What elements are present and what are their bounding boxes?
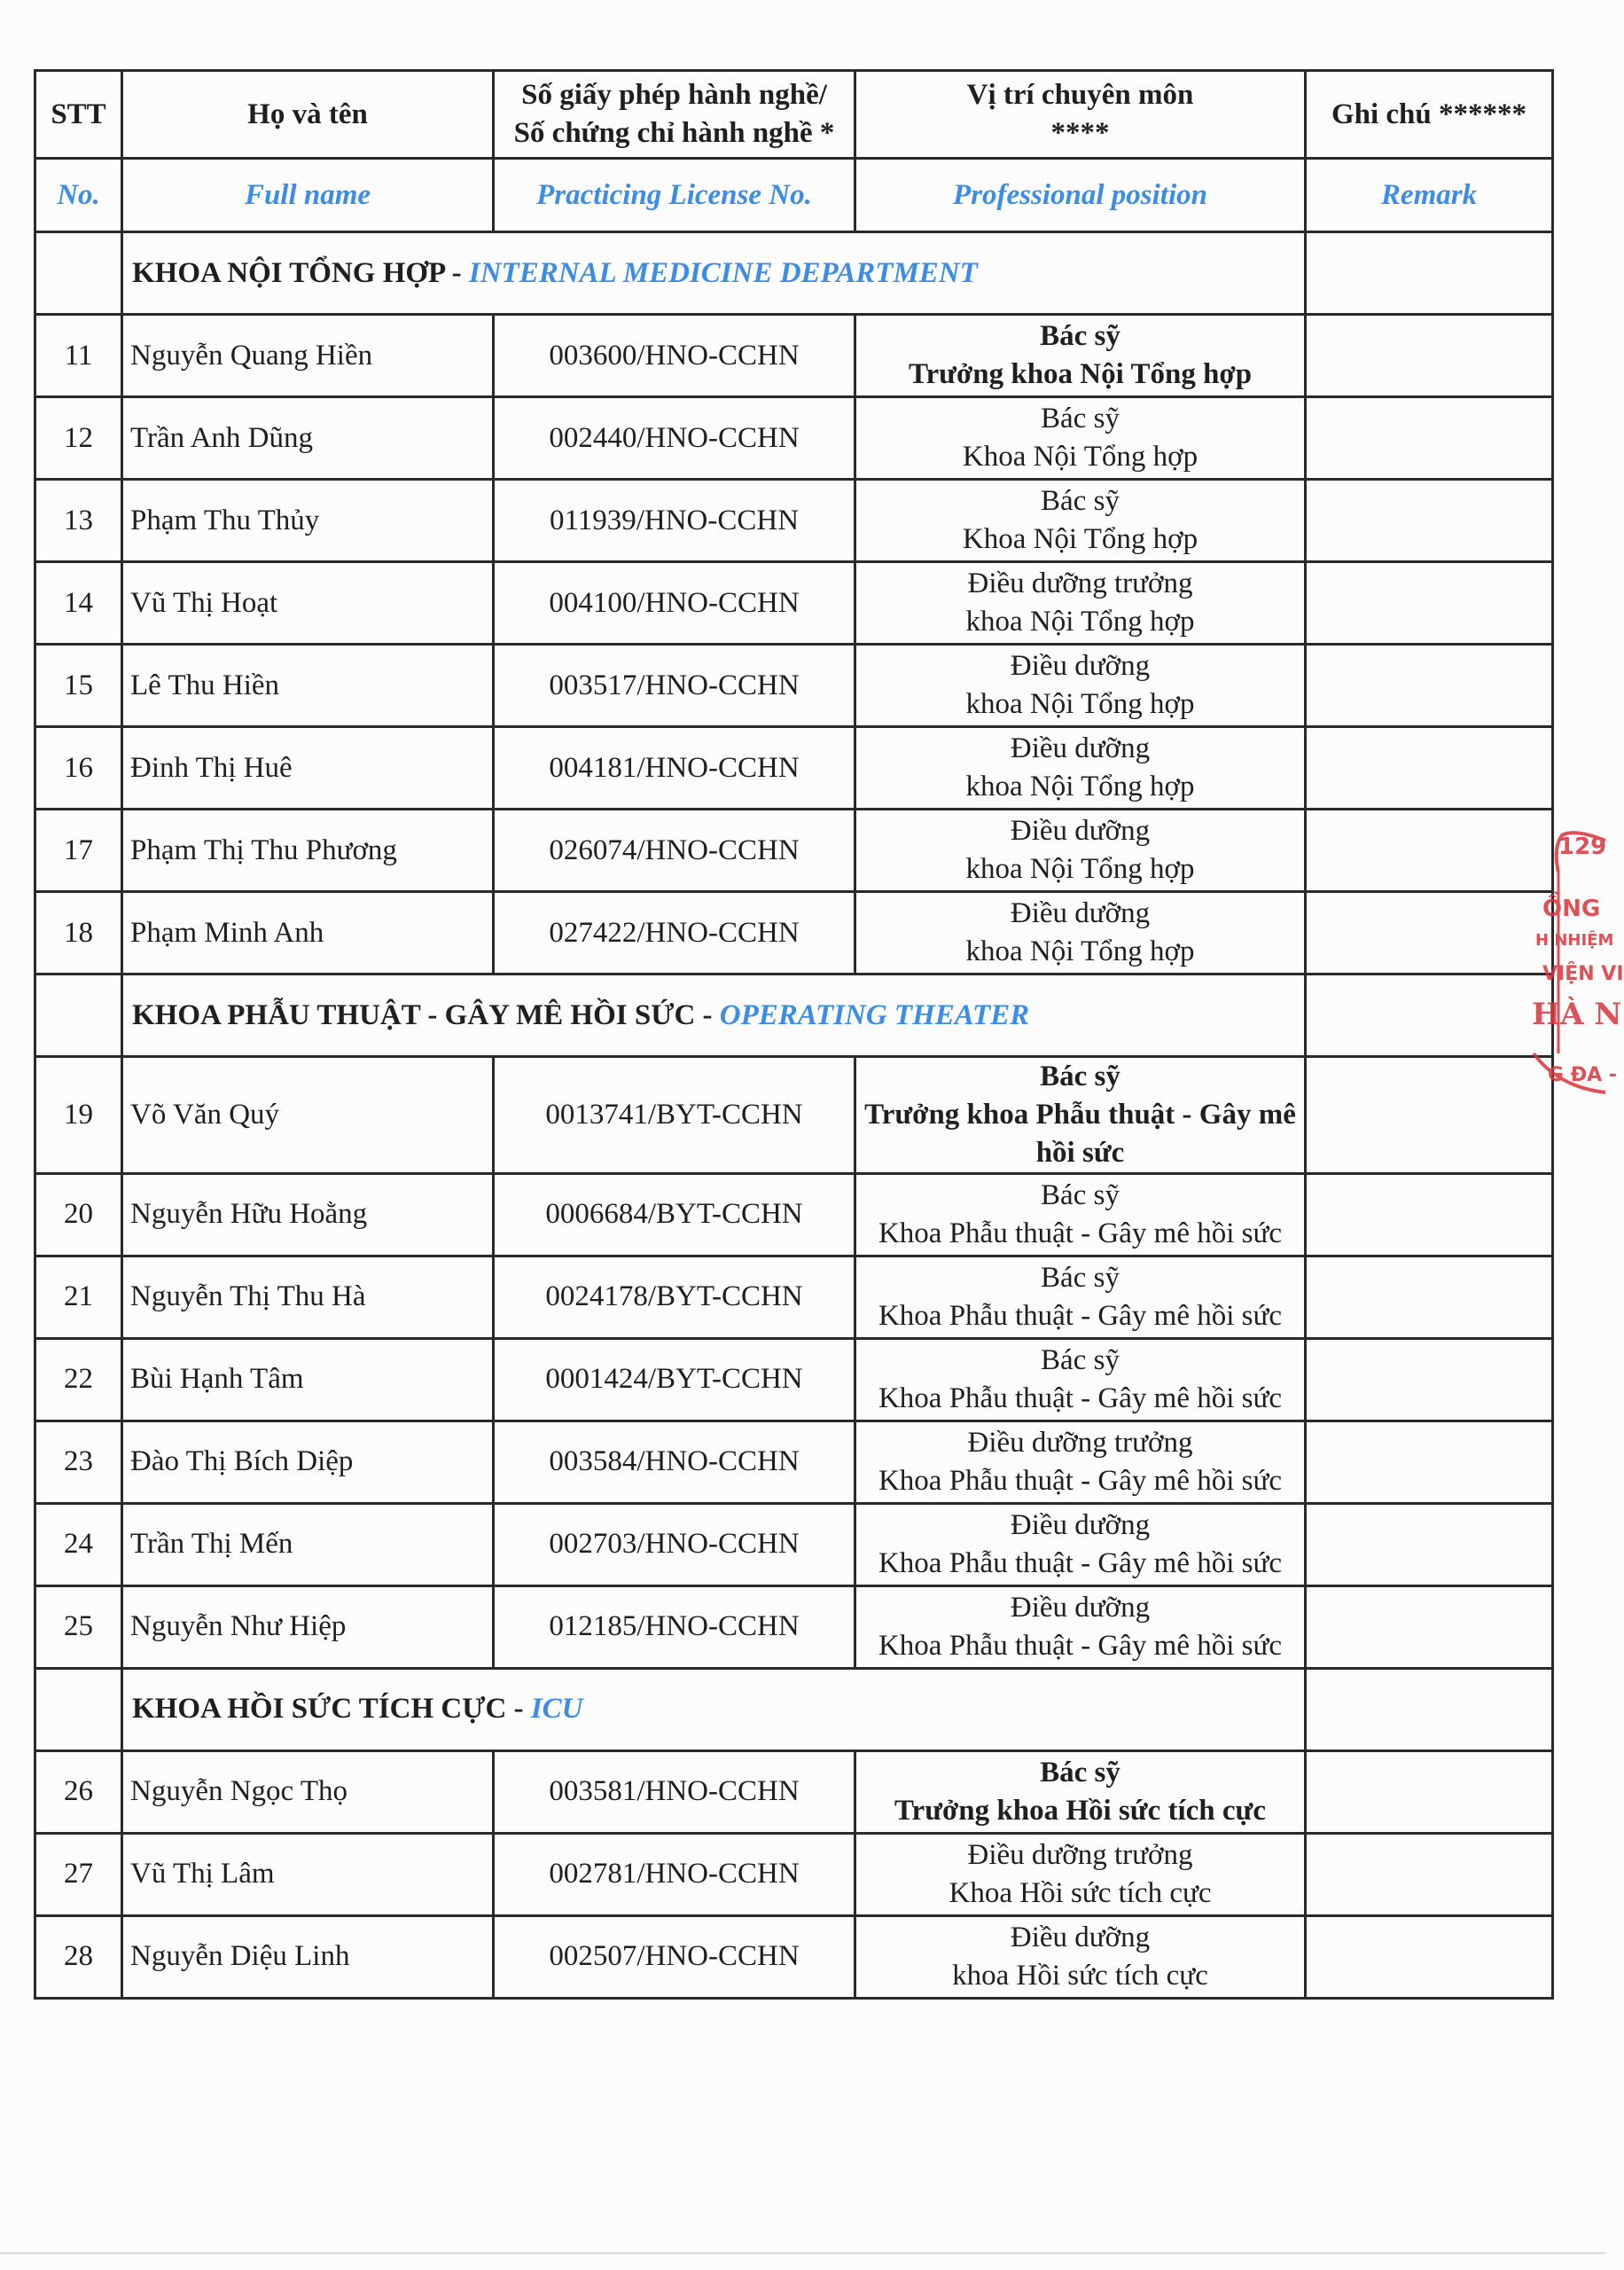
row-position-department: Trưởng khoa Nội Tổng hợp (908, 358, 1253, 390)
row-position (855, 1750, 1306, 1833)
section-remark-cell (1306, 1668, 1553, 1750)
row-number: 20 (35, 1173, 122, 1256)
row-number: 15 (35, 645, 122, 727)
row-number: 28 (35, 1915, 122, 1998)
seal-text-5: HÀ N (1532, 997, 1622, 1032)
table-row (35, 562, 1553, 645)
row-remark (1306, 315, 1553, 397)
header-row-vi (35, 71, 1553, 159)
row-license-no: 002507/HNO-CCHN (494, 1915, 855, 1998)
row-license-no: 002703/HNO-CCHN (494, 1503, 855, 1585)
row-full-name: Trần Anh Dũng (122, 397, 494, 480)
row-position (855, 315, 1306, 397)
row-full-name: Bùi Hạnh Tâm (122, 1338, 494, 1421)
row-full-name: Võ Văn Quý (122, 1057, 494, 1174)
row-position-department: Trưởng khoa Phẫu thuật - Gây mê hồi sức (864, 1098, 1296, 1169)
row-number: 22 (35, 1338, 122, 1421)
row-full-name: Đào Thị Bích Diệp (122, 1421, 494, 1503)
row-number: 17 (35, 810, 122, 892)
row-position-title: Bác sỹ (1041, 1178, 1120, 1211)
row-license-no: 0024178/BYT-CCHN (494, 1256, 855, 1338)
row-position (855, 1057, 1306, 1174)
header-no-en: No. (35, 159, 122, 232)
row-license-no: 003600/HNO-CCHN (494, 315, 855, 397)
row-number: 14 (35, 562, 122, 645)
header-position (855, 71, 1306, 159)
table-row (35, 1421, 1553, 1503)
table-row (35, 1750, 1553, 1833)
row-remark (1306, 1915, 1553, 1998)
section-title-en: OPERATING THEATER (719, 998, 1030, 1031)
row-position-department: Khoa Phẫu thuật - Gây mê hồi sức (878, 1629, 1283, 1662)
section-no-cell (35, 1668, 122, 1750)
row-position-title: Điều dưỡng (1010, 815, 1151, 848)
row-position-department: khoa Nội Tổng hợp (965, 853, 1195, 885)
row-position-department: Khoa Phẫu thuật - Gây mê hồi sức (878, 1464, 1283, 1497)
row-full-name: Đinh Thị Huê (122, 727, 494, 810)
row-remark (1306, 562, 1553, 645)
row-license-no: 002440/HNO-CCHN (494, 397, 855, 480)
row-position-department: Khoa Nội Tổng hợp (962, 523, 1198, 555)
table-row (35, 727, 1553, 810)
section-title-vi: KHOA NỘI TỔNG HỢP - (132, 256, 469, 289)
row-position (855, 645, 1306, 727)
section-title-vi: KHOA PHẪU THUẬT - GÂY MÊ HỒI SỨC - (132, 998, 720, 1031)
row-license-no: 0013741/BYT-CCHN (494, 1057, 855, 1174)
header-remark: Ghi chú ****** (1306, 71, 1553, 159)
section-row (35, 232, 1553, 315)
row-full-name: Nguyễn Hữu Hoằng (122, 1173, 494, 1256)
section-title-vi: KHOA HỒI SỨC TÍCH CỰC - (132, 1693, 531, 1726)
row-position-department: khoa Nội Tổng hợp (965, 606, 1195, 638)
row-position-title: Bác sỹ (1040, 1061, 1120, 1092)
row-remark (1306, 727, 1553, 810)
row-position (855, 1421, 1306, 1503)
section-remark-cell (1306, 232, 1553, 315)
row-position (855, 480, 1306, 562)
row-number: 16 (35, 727, 122, 810)
table-row (35, 1915, 1553, 1998)
section-title (122, 232, 1306, 315)
table-row (35, 1503, 1553, 1585)
row-remark (1306, 892, 1553, 975)
table-row (35, 480, 1553, 562)
row-position (855, 810, 1306, 892)
row-full-name: Trần Thị Mến (122, 1503, 494, 1585)
section-title (122, 1668, 1306, 1750)
row-position (855, 1585, 1306, 1668)
row-position-department: khoa Nội Tổng hợp (965, 688, 1195, 720)
row-number: 21 (35, 1256, 122, 1338)
row-position-title: Điều dưỡng (1010, 732, 1151, 765)
row-number: 27 (35, 1833, 122, 1915)
row-position-department: khoa Hồi sức tích cực (952, 1959, 1208, 1992)
section-no-cell (35, 975, 122, 1057)
row-remark (1306, 1421, 1553, 1503)
header-row-en (35, 159, 1553, 232)
table-body (35, 232, 1553, 1999)
row-position-department: Khoa Hồi sức tích cực (949, 1876, 1212, 1909)
row-position-title: Điều dưỡng trưởng (967, 568, 1193, 600)
row-position (855, 892, 1306, 975)
row-position-title: Bác sỹ (1041, 485, 1120, 518)
row-position (855, 1256, 1306, 1338)
row-position (855, 1173, 1306, 1256)
row-number: 18 (35, 892, 122, 975)
section-title-en: INTERNAL MEDICINE DEPARTMENT (468, 256, 978, 289)
row-remark (1306, 397, 1553, 480)
row-remark (1306, 1833, 1553, 1915)
row-position-department: Khoa Phẫu thuật - Gây mê hồi sức (878, 1217, 1283, 1249)
row-full-name: Lê Thu Hiền (122, 645, 494, 727)
row-number: 13 (35, 480, 122, 562)
row-remark (1306, 810, 1553, 892)
red-seal-stamp (1523, 821, 1624, 1105)
row-position-title: Điều dưỡng trưởng (967, 1426, 1193, 1459)
row-full-name: Phạm Thị Thu Phương (122, 810, 494, 892)
seal-text-3: H NHIỆM (1535, 931, 1614, 950)
row-number: 24 (35, 1503, 122, 1585)
seal-text-4: VIỆN VI (1542, 963, 1624, 985)
row-position-title: Điều dưỡng (1010, 650, 1151, 683)
row-position (855, 1503, 1306, 1585)
table-row (35, 315, 1553, 397)
section-remark-cell (1306, 975, 1553, 1057)
table-row (35, 892, 1553, 975)
table-row (35, 397, 1553, 480)
row-position-title: Bác sỹ (1040, 320, 1120, 353)
header-license-line2: Số chứng chỉ hành nghề * (513, 117, 835, 149)
seal-text-1: 129 (1558, 834, 1607, 860)
row-position-title: Bác sỹ (1041, 1261, 1120, 1294)
row-number: 11 (35, 315, 122, 397)
row-position-department: khoa Nội Tổng hợp (965, 771, 1195, 802)
row-remark (1306, 1173, 1553, 1256)
row-license-no: 003581/HNO-CCHN (494, 1750, 855, 1833)
section-row (35, 975, 1553, 1057)
row-remark (1306, 1338, 1553, 1421)
row-remark (1306, 1750, 1553, 1833)
row-full-name: Nguyễn Như Hiệp (122, 1585, 494, 1668)
table-row (35, 645, 1553, 727)
row-number: 12 (35, 397, 122, 480)
row-license-no: 004100/HNO-CCHN (494, 562, 855, 645)
row-remark (1306, 1256, 1553, 1338)
header-name: Họ và tên (122, 71, 494, 159)
row-license-no: 011939/HNO-CCHN (494, 480, 855, 562)
row-position (855, 727, 1306, 810)
row-number: 19 (35, 1057, 122, 1174)
row-position-title: Điều dưỡng trưởng (967, 1838, 1193, 1871)
row-position-title: Bác sỹ (1041, 403, 1120, 435)
row-remark (1306, 1057, 1553, 1174)
row-full-name: Nguyễn Quang Hiền (122, 315, 494, 397)
row-position-title: Bác sỹ (1040, 1756, 1120, 1789)
header-license (494, 71, 855, 159)
row-position-title: Điều dưỡng (1010, 897, 1151, 930)
row-full-name: Nguyễn Ngọc Thọ (122, 1750, 494, 1833)
header-position-en: Professional position (855, 159, 1306, 232)
row-position-title: Điều dưỡng (1010, 1508, 1151, 1541)
row-full-name: Phạm Minh Anh (122, 892, 494, 975)
section-title-en: ICU (530, 1693, 583, 1726)
header-license-en: Practicing License No. (494, 159, 855, 232)
table-row (35, 810, 1553, 892)
row-position (855, 1338, 1306, 1421)
table-row (35, 1585, 1553, 1668)
row-position-department: khoa Nội Tổng hợp (965, 935, 1195, 967)
row-license-no: 027422/HNO-CCHN (494, 892, 855, 975)
row-license-no: 002781/HNO-CCHN (494, 1833, 855, 1915)
row-position-department: Khoa Nội Tổng hợp (962, 441, 1198, 473)
row-license-no: 004181/HNO-CCHN (494, 727, 855, 810)
row-position-department: Trưởng khoa Hồi sức tích cực (894, 1794, 1266, 1827)
header-position-line1: Vị trí chuyên môn (966, 79, 1194, 112)
table-row (35, 1173, 1553, 1256)
row-number: 25 (35, 1585, 122, 1668)
row-position (855, 1833, 1306, 1915)
section-no-cell (35, 232, 122, 315)
section-title (122, 975, 1306, 1057)
row-position-title: Điều dưỡng (1010, 1591, 1151, 1624)
row-remark (1306, 1585, 1553, 1668)
table-row (35, 1256, 1553, 1338)
header-remark-en: Remark (1306, 159, 1553, 232)
header-stt: STT (35, 71, 122, 159)
row-license-no: 026074/HNO-CCHN (494, 810, 855, 892)
row-position-department: Khoa Phẫu thuật - Gây mê hồi sức (878, 1382, 1283, 1414)
row-license-no: 012185/HNO-CCHN (494, 1585, 855, 1668)
row-remark (1306, 1503, 1553, 1585)
row-full-name: Nguyễn Diệu Linh (122, 1915, 494, 1998)
row-remark (1306, 480, 1553, 562)
table-row (35, 1833, 1553, 1915)
row-full-name: Phạm Thu Thủy (122, 480, 494, 562)
staff-license-table (34, 69, 1554, 2000)
row-position-department: Khoa Phẫu thuật - Gây mê hồi sức (878, 1299, 1283, 1332)
row-full-name: Nguyễn Thị Thu Hà (122, 1256, 494, 1338)
table-row (35, 1338, 1553, 1421)
row-remark (1306, 645, 1553, 727)
header-license-line1: Số giấy phép hành nghề/ (521, 79, 827, 112)
row-position-title: Điều dưỡng (1010, 1921, 1151, 1953)
row-number: 23 (35, 1421, 122, 1503)
row-license-no: 003517/HNO-CCHN (494, 645, 855, 727)
section-row (35, 1668, 1553, 1750)
row-position (855, 1915, 1306, 1998)
row-position-title: Bác sỹ (1041, 1343, 1120, 1376)
page-bottom-rule (0, 2252, 1605, 2254)
header-position-line2: **** (1050, 117, 1110, 149)
row-full-name: Vũ Thị Lâm (122, 1833, 494, 1915)
row-full-name: Vũ Thị Hoạt (122, 562, 494, 645)
row-license-no: 0006684/BYT-CCHN (494, 1173, 855, 1256)
table-row (35, 1057, 1553, 1174)
seal-text-2: ỒNG (1542, 896, 1601, 922)
row-position (855, 562, 1306, 645)
row-license-no: 0001424/BYT-CCHN (494, 1338, 855, 1421)
seal-text-6: G ĐA - (1548, 1064, 1617, 1086)
row-position (855, 397, 1306, 480)
row-license-no: 003584/HNO-CCHN (494, 1421, 855, 1503)
row-number: 26 (35, 1750, 122, 1833)
row-position-department: Khoa Phẫu thuật - Gây mê hồi sức (878, 1546, 1283, 1579)
header-name-en: Full name (122, 159, 494, 232)
